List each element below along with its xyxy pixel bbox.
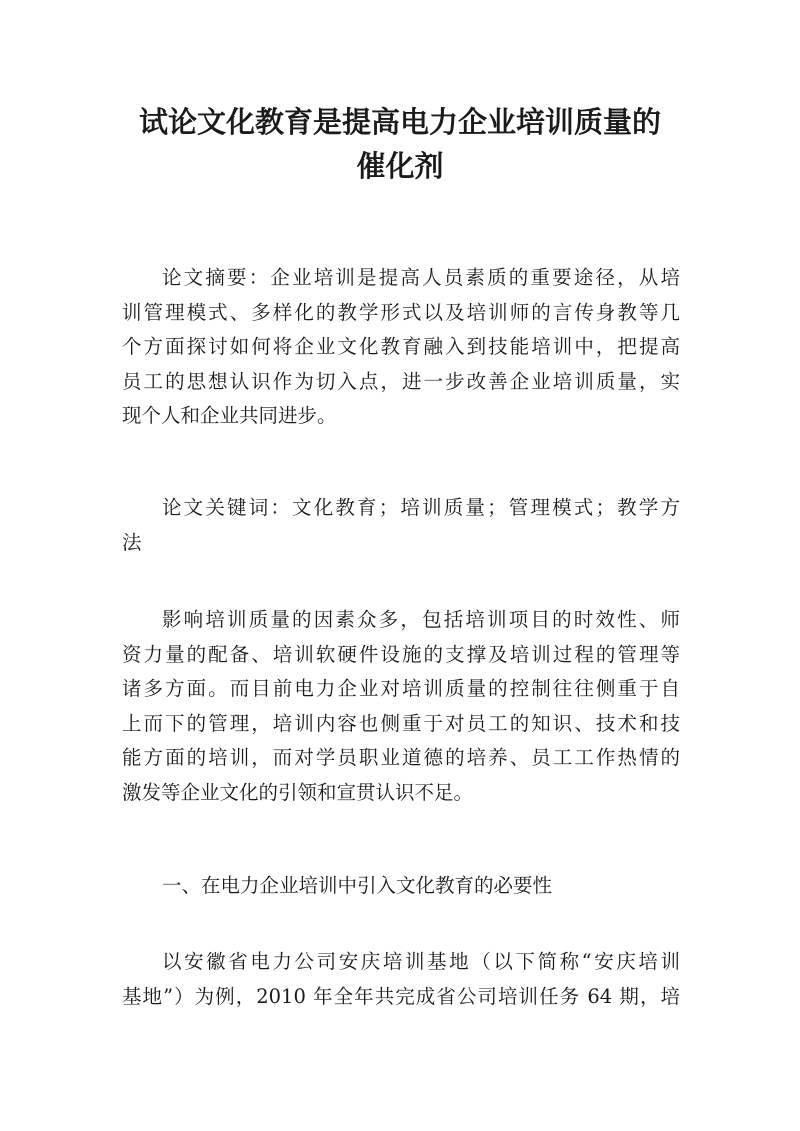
- keywords-paragraph: [122, 491, 680, 560]
- keywords-line: 法: [122, 530, 142, 554]
- section-1-heading: [122, 869, 680, 904]
- document-title-line-2: 催化剂: [356, 149, 444, 183]
- section-1-body: [122, 945, 680, 1014]
- intro-line: 上而下的管理，培训内容也侧重于对员工的知识、技术和技: [122, 711, 680, 735]
- intro-line: 资力量的配备、培训软硬件设施的支撑及培训过程的管理等: [122, 642, 680, 666]
- abstract-line: 现个人和企业共同进步。: [122, 404, 337, 427]
- section-heading-text: 一、在电力企业培训中引入文化教育的必要性: [162, 874, 553, 897]
- keywords-line: 论文关键词：文化教育；培训质量；管理模式；教学方: [162, 496, 680, 519]
- abstract-line: 训管理模式、多样化的教学形式以及培训师的言传身教等几: [122, 300, 680, 324]
- abstract-line: 员工的思想认识作为切入点，进一步改善企业培训质量，实: [122, 369, 680, 393]
- section-1-line: 以安徽省电力公司安庆培训基地（以下简称“安庆培训: [162, 950, 680, 973]
- intro-line: 能方面的培训，而对学员职业道德的培养、员工工作热情的: [122, 746, 680, 769]
- document-title-line-1: 试论文化教育是提高电力企业培训质量的: [138, 105, 661, 139]
- intro-paragraph: [122, 603, 680, 810]
- intro-line: 影响培训质量的因素众多，包括培训项目的时效性、师: [162, 608, 680, 631]
- section-1-line: 基地”）为例，2010 年全年共完成省公司培训任务 64 期，培: [122, 984, 680, 1008]
- intro-line: 诸多方面。而目前电力企业对培训质量的控制往往侧重于自: [122, 677, 680, 700]
- abstract-paragraph: [122, 261, 680, 434]
- intro-line: 激发等企业文化的引领和宣贯认识不足。: [122, 780, 474, 804]
- abstract-line: 论文摘要：企业培训是提高人员素质的重要途径，从培: [162, 266, 680, 289]
- abstract-line: 个方面探讨如何将企业文化教育融入到技能培训中，把提高: [122, 335, 680, 358]
